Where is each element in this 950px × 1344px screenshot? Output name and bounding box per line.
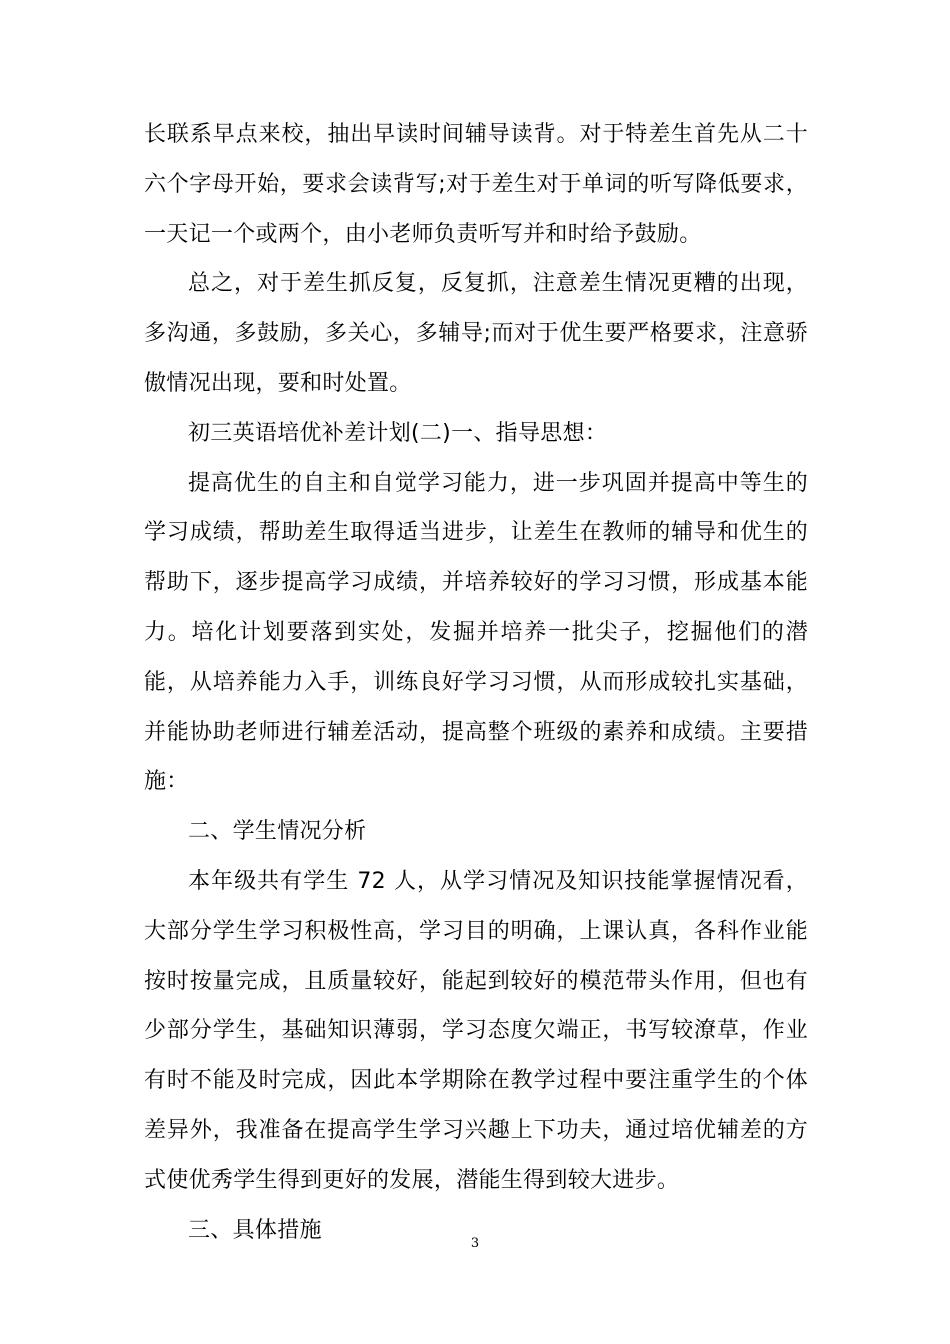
section-heading-specific-measures: 三、具体措施 <box>188 1217 322 1243</box>
document-body <box>144 110 808 1255</box>
paragraph-continuation: 长联系早点来校，抽出早读时间辅导读背。对于特差生首先从二十六个字母开始，要求会读背写;对于差生对于单词的听写降低要求，一天记一个或两个，由小老师负责听写并和时给予鼓励。 <box>144 122 808 247</box>
section-heading-student-analysis: 二、学生情况分析 <box>188 819 367 845</box>
section-heading-guiding-ideology: 初三英语培优补差计划(二)一、指导思想： <box>188 420 608 446</box>
paragraph-guiding-ideology: 提高优生的自主和自觉学习能力，进一步巩固并提高中等生的学习成绩，帮助差生取得适当进步，让差生在教师的辅导和优生的帮助下，逐步提高学习成绩，并培养较好的学习习惯，形成基本能力。培化计划要落到实处，发掘并培养一批尖子，挖掘他们的潜能，从培养能力入手，训练良好学习习惯，从而形成较扎实基础，并能协助老师进行辅差活动，提高整个班级的素养和成绩。主要措施： <box>144 470 808 795</box>
paragraph-student-analysis: 本年级共有学生 72 人，从学习情况及知识技能掌握情况看，大部分学生学习积极性高，学习目的明确，上课认真，各科作业能按时按量完成，且质量较好，能起到较好的模范带头作用，但也有少部分学生，基础知识薄弱，学习态度欠端正，书写较潦草，作业有时不能及时完成，因此本学期除在教学过程中要注重学生的个体差异外，我准备在提高学生学习兴趣上下功夫，通过培优辅差的方式使优秀学生得到更好的发展，潜能生得到较大进步。 <box>144 868 808 1193</box>
paragraph-summary: 总之，对于差生抓反复，反复抓，注意差生情况更糟的出现，多沟通，多鼓励，多关心，多辅导;而对于优生要严格要求，注意骄傲情况出现，要和时处置。 <box>144 271 808 396</box>
page-number: 3 <box>470 1236 480 1251</box>
